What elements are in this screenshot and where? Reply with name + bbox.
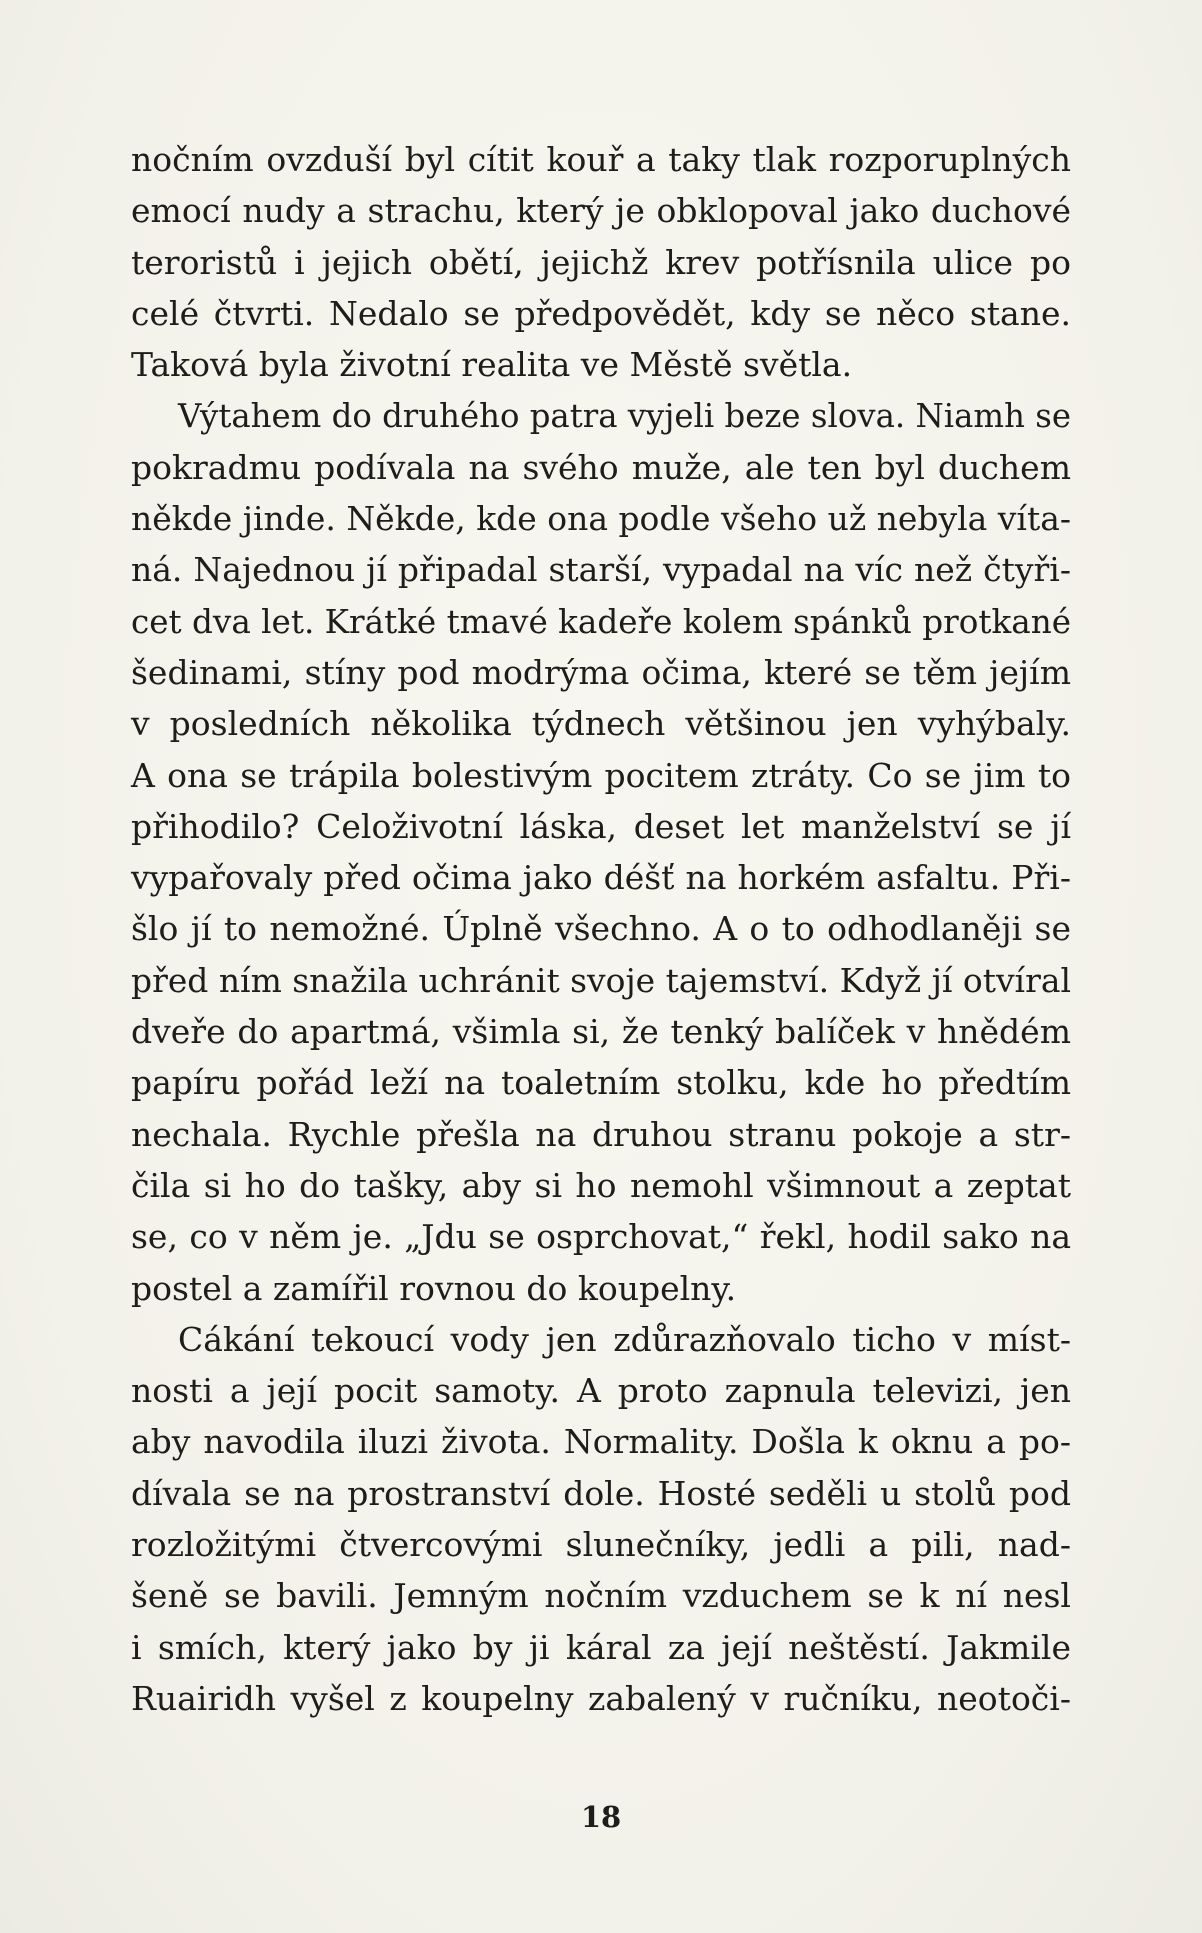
text-line: Taková byla životní realita ve Městě světla. xyxy=(131,345,853,385)
text-line: i smích, který jako by ji káral za její neštěstí. Jakmile xyxy=(131,1627,1071,1667)
text-line: nechala. Rychle přešla na druhou stranu pokoje a str- xyxy=(131,1114,1071,1154)
text-line: postel a zamířil rovnou do koupelny. xyxy=(131,1268,737,1308)
text-line: celé čtvrti. Nedalo se předpovědět, kdy se něco stane. xyxy=(131,293,1071,333)
text-line: dveře do apartmá, všimla si, že tenký balíček v hnědém xyxy=(131,1012,1071,1052)
page-number: 18 xyxy=(580,1800,622,1834)
text-line: dívala se na prostranství dole. Hosté seděli u stolů pod xyxy=(131,1473,1071,1513)
text-line: aby navodila iluzi života. Normality. Došla k oknu a po- xyxy=(131,1422,1071,1462)
text-line: Výtahem do druhého patra vyjeli beze slova. Niamh se xyxy=(178,396,1071,436)
text-line: nosti a její pocit samoty. A proto zapnula televizi, jen xyxy=(131,1371,1071,1411)
text-line: papíru pořád leží na toaletním stolku, kde ho předtím xyxy=(131,1063,1071,1103)
text-line: před ním snažila uchránit svoje tajemství. Když jí otvíral xyxy=(131,960,1071,1000)
text-line: emocí nudy a strachu, který je obklopoval jako duchové xyxy=(131,191,1071,231)
text-line: šlo jí to nemožné. Úplně všechno. A o to odhodlaněji se xyxy=(131,909,1071,949)
text-line: A ona se trápila bolestivým pocitem ztráty. Co se jim to xyxy=(131,755,1071,795)
text-line: Ruairidh vyšel z koupelny zabalený v ručníku, neotoči- xyxy=(131,1678,1071,1718)
text-line: teroristů i jejich obětí, jejichž krev potřísnila ulice po xyxy=(131,242,1071,282)
text-line: se, co v něm je. „Jdu se osprchovat,“ řekl, hodil sako na xyxy=(131,1217,1071,1257)
text-line: ná. Najednou jí připadal starší, vypadal na víc než čtyři- xyxy=(131,550,1071,590)
text-line: nočním ovzduší byl cítit kouř a taky tlak rozporuplných xyxy=(131,140,1071,179)
text-line: cet dva let. Krátké tmavé kadeře kolem spánků protkané xyxy=(131,601,1071,641)
text-line: vypařovaly před očima jako déšť na horkém asfaltu. Při- xyxy=(131,858,1071,898)
text-line: Cákání tekoucí vody jen zdůrazňovalo ticho v míst- xyxy=(178,1319,1071,1359)
text-line: pokradmu podívala na svého muže, ale ten byl duchem xyxy=(131,447,1071,487)
text-line: šedinami, stíny pod modrýma očima, které se těm jejím xyxy=(131,652,1071,692)
text-line: čila si ho do tašky, aby si ho nemohl všimnout a zeptat xyxy=(131,1165,1071,1205)
text-line: v posledních několika týdnech většinou jen vyhýbaly. xyxy=(131,704,1071,744)
body-text xyxy=(131,134,1071,1724)
text-line: přihodilo? Celoživotní láska, deset let manželství se jí xyxy=(131,806,1071,846)
text-line: rozložitými čtvercovými slunečníky, jedli a pili, nad- xyxy=(131,1525,1071,1565)
text-line: někde jinde. Někde, kde ona podle všeho už nebyla víta- xyxy=(131,499,1071,539)
text-line: šeně se bavili. Jemným nočním vzduchem se k ní nesl xyxy=(131,1576,1071,1616)
